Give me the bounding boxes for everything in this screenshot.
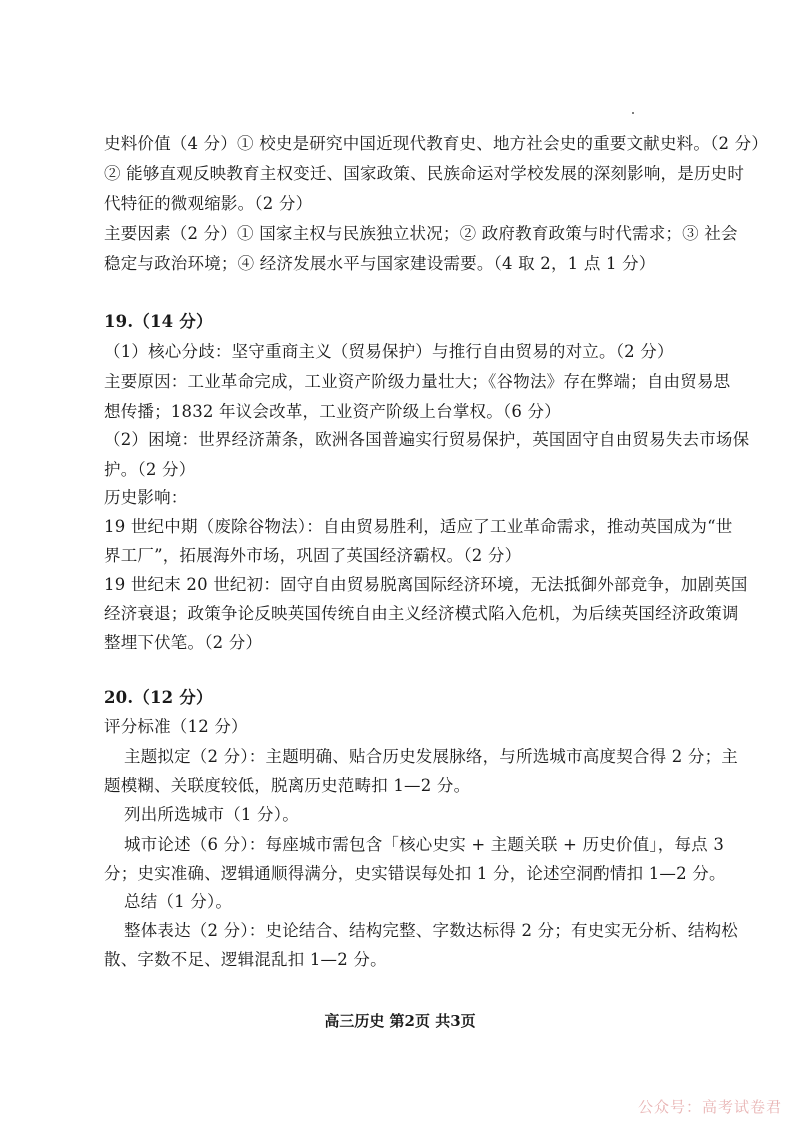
s18-line-5: 稳定与政治环境；④ 经济发展水平与国家建设需要。（4 取 2，1 点 1 分） (104, 254, 656, 273)
s18-line-4: 主要因素（2 分）① 国家主权与民族独立状况；② 政府教育政策与时代需求；③ 社会 (104, 224, 738, 243)
q19-line-7: 19 世纪中期（废除谷物法）：自由贸易胜利，适应了工业革命需求，推动英国成为“世 (104, 517, 733, 536)
q19-line-5: 护。（2 分） (104, 460, 196, 479)
q19-line-8: 界工厂”，拓展海外市场，巩固了英国经济霸权。（2 分） (104, 546, 522, 565)
q20-line-6: 分；史实准确、逻辑通顺得满分，史实错误每处扣 1 分，论述空洞酌情扣 1—2 分。 (104, 864, 726, 883)
q20-line-4: 列出所选城市（1 分）。 (124, 805, 299, 824)
q20-line-7: 总结（1 分）。 (124, 892, 233, 911)
q19-heading: 19.（14 分） (104, 312, 213, 331)
q19-line-2: 主要原因：工业革命完成，工业资产阶级力量壮大；《谷物法》存在弊端；自由贸易思 (104, 372, 731, 391)
q20-line-3: 题模糊、关联度较低，脱离历史范畴扣 1—2 分。 (104, 776, 471, 795)
q19-line-6: 历史影响： (104, 488, 188, 507)
s18-line-3: 代特征的微观缩影。（2 分） (104, 194, 313, 213)
q20-line-9: 散、字数不足、逻辑混乱扣 1—2 分。 (104, 950, 387, 969)
s18-line-2: ② 能够直观反映教育主权变迁、国家政策、民族命运对学校发展的深刻影响，是历史时 (104, 164, 745, 183)
q19-line-1: （1）核心分歧：坚守重商主义（贸易保护）与推行自由贸易的对立。（2 分） (104, 342, 674, 361)
q20-line-1: 评分标准（12 分） (104, 717, 248, 736)
scan-speck (632, 112, 634, 114)
q20-heading: 20.（12 分） (104, 688, 213, 707)
s18-line-1: 史料价值（4 分）① 校史是研究中国近现代教育史、地方社会史的重要文献史料。（2 分） (104, 134, 769, 153)
q19-line-3: 想传播；1832 年议会改革，工业资产阶级上台掌权。（6 分） (104, 402, 561, 421)
q20-line-5: 城市论述（6 分）：每座城市需包含「核心史实 + 主题关联 + 历史价值」，每点 3 (124, 835, 725, 854)
q19-line-11: 整埋下伏笔。（2 分） (104, 633, 263, 652)
q19-line-10: 经济衰退；政策争论反映英国传统自由主义经济模式陷入危机，为后续英国经济政策调 (104, 604, 739, 623)
q19-line-9: 19 世纪末 20 世纪初：固守自由贸易脱离国际经济环境，无法抵御外部竞争，加剧英国 (104, 575, 748, 594)
q20-line-8: 整体表达（2 分）：史论结合、结构完整、字数达标得 2 分；有史实无分析、结构松 (124, 921, 738, 940)
page-footer: 高三历史 第2页 共3页 (324, 1012, 476, 1030)
watermark-text: 公众号：高考试卷君 (637, 1098, 782, 1116)
q20-line-2: 主题拟定（2 分）：主题明确、贴合历史发展脉络，与所选城市高度契合得 2 分；主 (124, 747, 738, 766)
q19-line-4: （2）困境：世界经济萧条，欧洲各国普遍实行贸易保护，英国固守自由贸易失去市场保 (104, 430, 750, 449)
